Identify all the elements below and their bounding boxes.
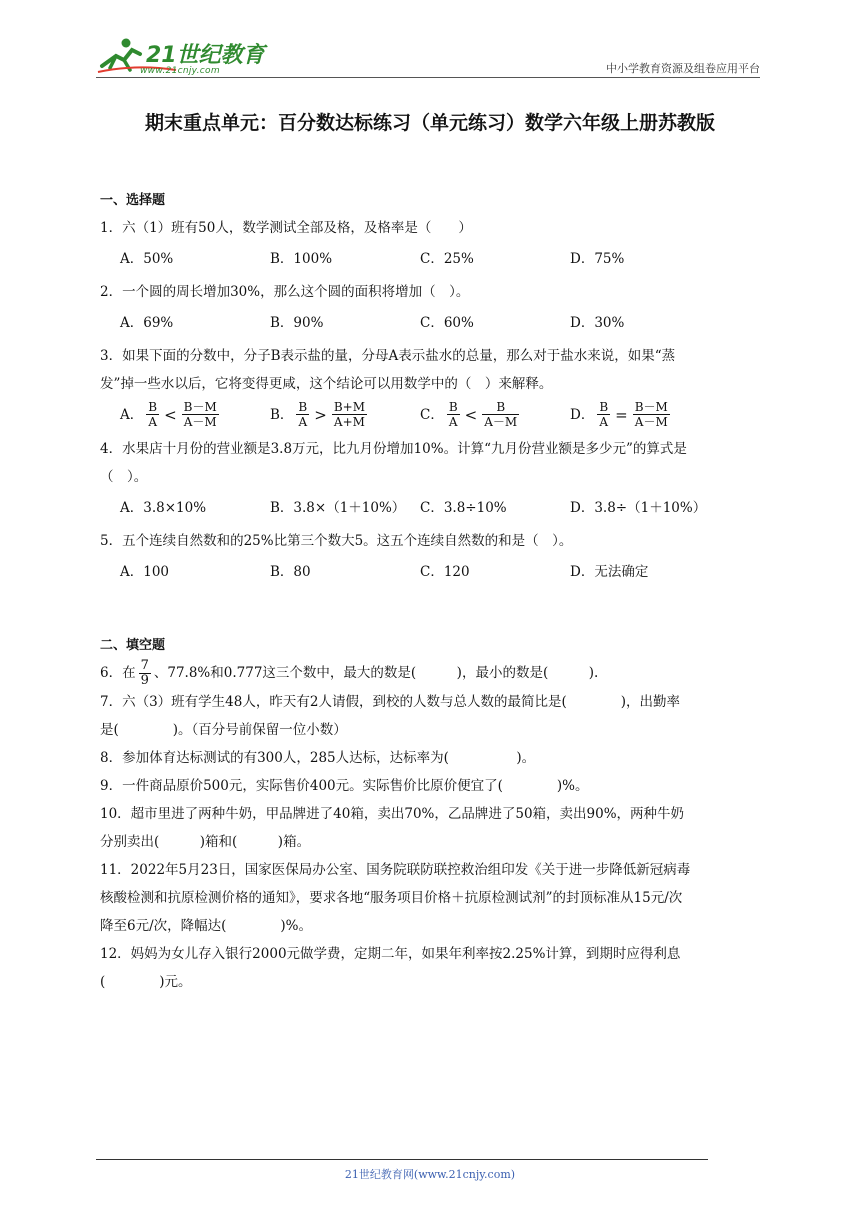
numerator: B+M	[333, 400, 365, 414]
page-title: 期末重点单元：百分数达标练习（单元练习）数学六年级上册苏教版	[144, 112, 715, 134]
relation-sign: <	[464, 405, 478, 424]
numerator: B	[599, 400, 609, 414]
question-3-line-2: 发”掉一些水以后，它将变得更咸，这个结论可以用数学中的（ ）来解释。	[100, 376, 553, 392]
option-a: A．50%	[120, 251, 174, 267]
question-4-line-1: 4．水果店十月份的营业额是3.8万元，比九月份增加10%。计算“九月份营业额是多少元”的算式是	[100, 441, 687, 457]
question-7-line-2: 是( )。（百分号前保留一位小数）	[100, 722, 347, 738]
option-b: B．90%	[270, 315, 324, 331]
option-d: D．30%	[570, 315, 625, 331]
fraction	[146, 400, 159, 429]
option-a: A．69%	[120, 315, 174, 331]
denominator: A	[448, 415, 458, 429]
option-d	[570, 400, 720, 429]
numerator: B	[482, 400, 519, 415]
fraction	[633, 400, 670, 429]
option-a	[120, 400, 270, 429]
numerator: B	[448, 400, 458, 414]
option-a: A．100	[120, 564, 170, 580]
numerator: B－M	[634, 400, 668, 414]
denominator: A+M	[333, 415, 365, 429]
question-1-options	[120, 246, 760, 272]
fraction	[597, 400, 610, 429]
numerator: B	[148, 400, 158, 414]
option-label: D．	[570, 406, 595, 423]
header-platform-text: 中小学教育资源及组卷应用平台	[606, 62, 760, 75]
numerator: B－M	[183, 400, 217, 414]
question-5: 5．五个连续自然数和的25%比第三个数大5。这五个连续自然数的和是（ ）。	[100, 533, 573, 549]
fraction	[332, 400, 367, 429]
option-b: B．100%	[270, 251, 333, 267]
fraction	[296, 400, 309, 429]
question-6	[100, 659, 760, 688]
option-label: A．	[120, 406, 144, 423]
question-8: 8．参加体育达标测试的有300人，285人达标，达标率为( )。	[100, 750, 536, 766]
footer-text: 21世纪教育网(www.21cnjy.com)	[344, 1168, 516, 1181]
numerator: 7	[140, 658, 149, 673]
option-label: C．	[420, 406, 444, 423]
question-10-line-2: 分别卖出( )箱和( )箱。	[100, 834, 311, 850]
denominator: A－M	[634, 415, 668, 429]
page-header	[96, 36, 760, 80]
footer-divider	[96, 1159, 708, 1160]
fraction	[482, 400, 519, 429]
question-1: 1．六（1）班有50人，数学测试全部及格，及格率是（ ）	[100, 220, 472, 236]
relation-sign: <	[164, 405, 177, 424]
question-3-options	[120, 400, 760, 429]
relation-sign: >	[314, 405, 327, 424]
option-d: D．无法确定	[570, 564, 649, 580]
denominator: A－M	[484, 415, 518, 429]
option-a: A．3.8×10%	[120, 500, 207, 516]
fraction	[182, 400, 219, 429]
worksheet-body	[100, 188, 760, 996]
option-c: C．120	[420, 564, 470, 580]
question-5-options	[120, 559, 760, 585]
logo-url: www.21cnjy.com	[140, 66, 220, 76]
denominator: A	[599, 415, 609, 429]
section-heading-choice: 一、选择题	[100, 193, 166, 208]
numerator: B	[298, 400, 308, 414]
denominator: A	[298, 415, 308, 429]
question-10-line-1: 10．超市里进了两种牛奶，甲品牌进了40箱，卖出70%，乙品牌进了50箱，卖出90%，两种牛奶	[100, 806, 685, 822]
fraction	[447, 400, 460, 429]
option-c	[420, 400, 570, 429]
logo-text: 21世纪教育	[146, 43, 265, 68]
question-6-prefix: 6．在	[100, 665, 136, 681]
question-11-line-1: 11．2022年5月23日，国家医保局办公室、国务院联防联控救治组印发《关于进一步降低新冠病毒	[100, 862, 691, 878]
question-6-text: 、77.8%和0.777这三个数中，最大的数是( )，最小的数是( ).	[153, 665, 599, 681]
fraction	[139, 659, 151, 688]
option-b: B．3.8×（1＋10%）	[270, 500, 406, 516]
question-12-line-1: 12．妈妈为女儿存入银行2000元做学费，定期二年，如果年利率按2.25%计算，到期时应得利息	[100, 946, 681, 962]
question-4-options	[120, 495, 760, 521]
denominator: A	[148, 415, 157, 429]
question-11-line-3: 降至6元/次，降幅达( )%。	[100, 918, 312, 934]
denominator: A－M	[183, 415, 217, 429]
header-divider	[96, 77, 760, 78]
option-b	[270, 400, 420, 429]
relation-sign: =	[615, 405, 628, 424]
option-label: B．	[270, 406, 294, 423]
question-9: 9．一件商品原价500元，实际售价400元。实际售价比原价便宜了( )%。	[100, 778, 589, 794]
question-7-line-1: 7．六（3）班有学生48人，昨天有2人请假，到校的人数与总人数的最简比是( )，出勤率	[100, 694, 680, 710]
question-2: 2．一个圆的周长增加30%，那么这个圆的面积将增加（ ）。	[100, 284, 470, 300]
site-logo	[96, 36, 266, 80]
section-heading-fill: 二、填空题	[100, 638, 166, 653]
question-3-line-1: 3．如果下面的分数中，分子B表示盐的量，分母A表示盐水的总量，那么对于盐水来说，如果“蒸	[100, 348, 676, 364]
option-d: D．75%	[570, 251, 625, 267]
option-c: C．25%	[420, 251, 474, 267]
option-c: C．3.8÷10%	[420, 500, 507, 516]
option-d: D．3.8÷（1＋10%）	[570, 500, 707, 516]
question-4-line-2: （ ）。	[100, 469, 148, 485]
option-c: C．60%	[420, 315, 474, 331]
question-11-line-2: 核酸检测和抗原检测价格的通知》，要求各地“服务项目价格＋抗原检测试剂”的封顶标准从15元/次	[100, 890, 683, 906]
option-b: B．80	[270, 564, 311, 580]
question-2-options	[120, 310, 760, 336]
question-12-line-2: ( )元。	[100, 974, 192, 990]
denominator: 9	[140, 673, 149, 688]
